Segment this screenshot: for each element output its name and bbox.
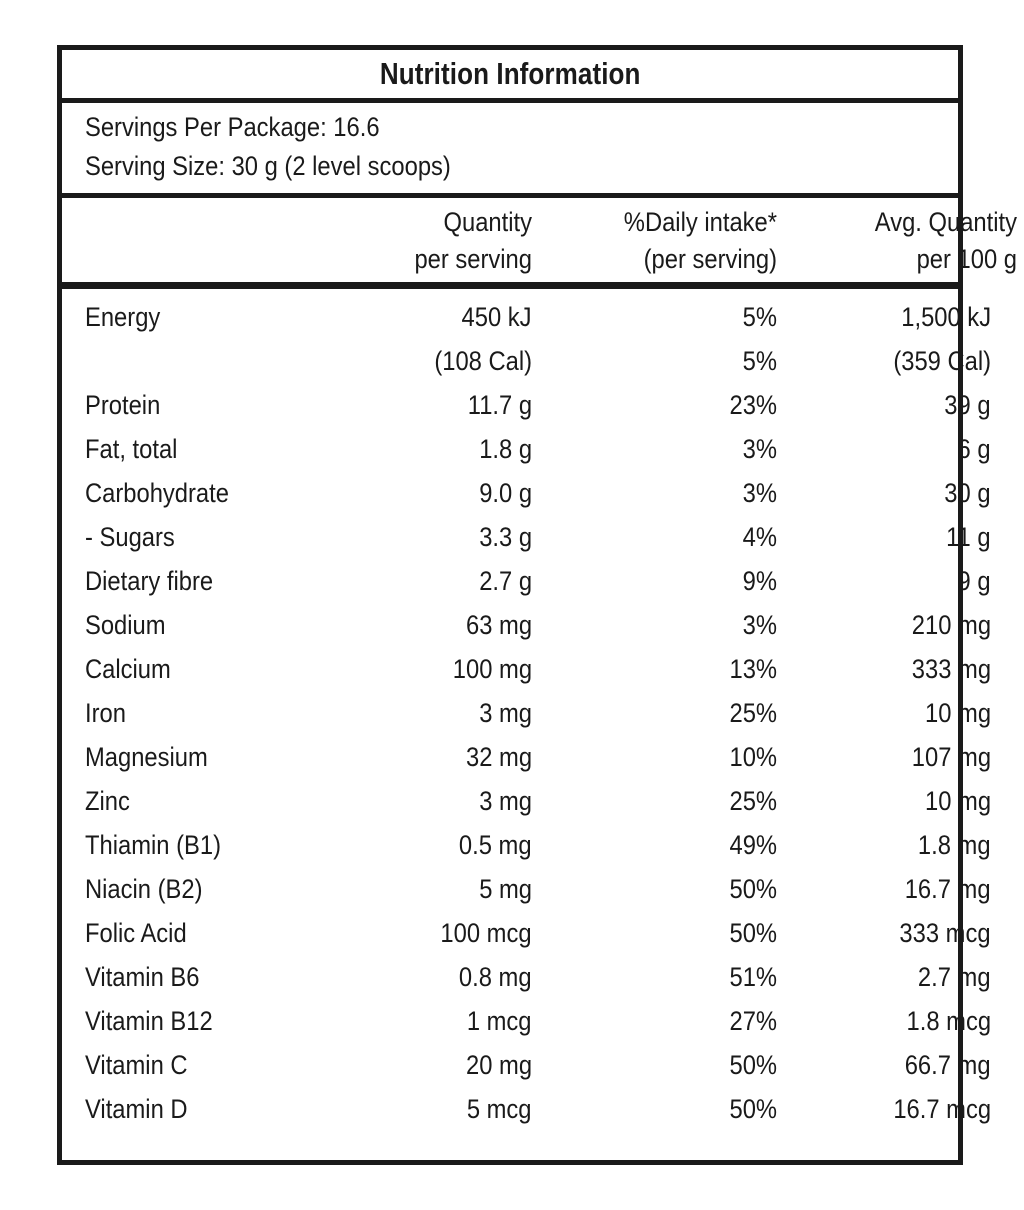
nutrient-per-100g-text: 66.7 mg (905, 1050, 991, 1080)
nutrient-per-serving-text: 0.5 mg (459, 830, 532, 860)
nutrient-name-text: Thiamin (B1) (85, 830, 222, 860)
nutrient-per-100g-text: 107 mg (911, 742, 991, 772)
nutrient-per-serving-text: 5 mg (479, 874, 532, 904)
table-row (85, 339, 991, 383)
nutrient-per-100g-text: 333 mg (911, 654, 991, 684)
nutrient-daily-intake-text: 51% (729, 962, 777, 992)
nutrient-name (85, 867, 320, 911)
nutrient-daily-intake-text: 23% (729, 390, 777, 420)
nutrient-daily-intake-text: 3% (742, 610, 777, 640)
nutrient-daily-intake-text: 50% (729, 918, 777, 948)
nutrient-name (85, 383, 320, 427)
nutrient-name (85, 911, 320, 955)
nutrient-daily-intake-text: 25% (729, 786, 777, 816)
nutrient-per-serving-text: 450 kJ (461, 302, 532, 332)
nutrient-per-100g-text: 1.8 mcg (906, 1006, 991, 1036)
nutrient-per-serving (320, 515, 532, 559)
nutrient-name-text: Protein (85, 390, 161, 420)
header-avg-quantity-line2: per 100 g (916, 244, 1017, 274)
nutrient-per-serving (320, 735, 532, 779)
nutrient-per-100g (777, 911, 991, 955)
nutrient-per-100g (777, 955, 991, 999)
nutrient-name (85, 691, 320, 735)
nutrient-daily-intake (532, 383, 777, 427)
servings-per-package: Servings Per Package: 16.6 (85, 112, 380, 142)
nutrient-per-100g (777, 779, 991, 823)
nutrient-name (85, 1087, 320, 1131)
nutrient-daily-intake-text: 5% (742, 346, 777, 376)
nutrient-per-serving (320, 647, 532, 691)
table-row (85, 691, 991, 735)
nutrient-per-100g (777, 823, 991, 867)
nutrient-daily-intake (532, 1043, 777, 1087)
serving-size: Serving Size: 30 g (2 level scoops) (85, 151, 451, 181)
nutrient-daily-intake (532, 779, 777, 823)
nutrient-per-100g-text: 210 mg (911, 610, 991, 640)
header-quantity-line1: Quantity (443, 207, 532, 237)
nutrient-name (85, 647, 320, 691)
nutrient-name (85, 559, 320, 603)
nutrient-daily-intake (532, 823, 777, 867)
nutrient-per-100g (777, 427, 991, 471)
table-row (85, 999, 991, 1043)
nutrient-daily-intake (532, 867, 777, 911)
table-row (85, 427, 991, 471)
nutrient-daily-intake (532, 559, 777, 603)
nutrient-per-100g (777, 647, 991, 691)
nutrient-per-100g (777, 559, 991, 603)
nutrient-per-serving-text: 0.8 mg (459, 962, 532, 992)
nutrient-name-text: Vitamin B6 (85, 962, 200, 992)
nutrient-per-serving (320, 559, 532, 603)
nutrient-per-serving-text: 63 mg (465, 610, 532, 640)
nutrient-per-serving (320, 603, 532, 647)
nutrient-name-text: Folic Acid (85, 918, 187, 948)
nutrient-name (85, 295, 320, 339)
nutrient-per-serving-text: 3 mg (479, 786, 532, 816)
table-row (85, 1043, 991, 1087)
nutrient-per-serving-text: 32 mg (465, 742, 532, 772)
nutrient-per-serving-text: 100 mcg (440, 918, 532, 948)
nutrient-daily-intake-text: 50% (729, 874, 777, 904)
nutrient-per-serving (320, 999, 532, 1043)
nutrient-per-serving (320, 1043, 532, 1087)
nutrient-daily-intake (532, 603, 777, 647)
table-row (85, 911, 991, 955)
nutrient-daily-intake-text: 10% (729, 742, 777, 772)
nutrient-name-text: Energy (85, 302, 161, 332)
nutrient-name-text: Niacin (B2) (85, 874, 203, 904)
nutrient-per-100g (777, 999, 991, 1043)
table-row (85, 779, 991, 823)
nutrient-name (85, 735, 320, 779)
table-row (85, 515, 991, 559)
nutrient-daily-intake (532, 999, 777, 1043)
nutrient-daily-intake (532, 955, 777, 999)
nutrient-daily-intake-text: 50% (729, 1094, 777, 1124)
nutrient-daily-intake-text: 4% (742, 522, 777, 552)
nutrient-per-serving-text: 11.7 g (467, 390, 532, 420)
nutrient-name (85, 955, 320, 999)
nutrient-per-100g-text: 39 g (944, 390, 991, 420)
nutrient-daily-intake (532, 515, 777, 559)
table-row (85, 955, 991, 999)
nutrient-per-serving (320, 779, 532, 823)
nutrient-per-100g-text: 9 g (957, 566, 991, 596)
table-row (85, 1087, 991, 1131)
nutrient-table-body (62, 289, 991, 1131)
nutrient-per-serving (320, 691, 532, 735)
header-daily-intake-line2: (per serving) (643, 244, 777, 274)
header-daily-intake (532, 204, 777, 278)
nutrient-name (85, 1043, 320, 1087)
nutrient-daily-intake (532, 427, 777, 471)
nutrient-per-100g-text: 10 mg (924, 698, 991, 728)
servings-info-band (62, 103, 958, 198)
nutrient-daily-intake-text: 50% (729, 1050, 777, 1080)
nutrient-daily-intake-text: 13% (729, 654, 777, 684)
nutrient-per-100g-text: 333 mcg (899, 918, 991, 948)
nutrient-per-serving (320, 823, 532, 867)
nutrient-name (85, 999, 320, 1043)
nutrient-per-100g (777, 515, 991, 559)
table-row (85, 735, 991, 779)
nutrient-daily-intake-text: 49% (729, 830, 777, 860)
table-row (85, 647, 991, 691)
nutrient-name-text: Iron (85, 698, 126, 728)
table-row (85, 867, 991, 911)
table-row (85, 295, 991, 339)
nutrient-name (85, 339, 320, 383)
nutrient-per-100g (777, 735, 991, 779)
nutrient-name-text: Calcium (85, 654, 171, 684)
page-title: Nutrition Information (379, 56, 641, 91)
header-quantity-per-serving (320, 204, 532, 278)
nutrient-daily-intake-text: 27% (729, 1006, 777, 1036)
nutrient-name-text: Vitamin B12 (85, 1006, 213, 1036)
nutrient-per-100g (777, 1087, 991, 1131)
nutrient-per-100g-text: 11 g (946, 522, 991, 552)
nutrient-name-text: Dietary fibre (85, 566, 214, 596)
table-row (85, 559, 991, 603)
nutrient-per-serving-text: 3 mg (479, 698, 532, 728)
table-header (62, 198, 1017, 289)
nutrient-daily-intake (532, 339, 777, 383)
nutrient-daily-intake (532, 647, 777, 691)
nutrient-daily-intake (532, 471, 777, 515)
nutrient-daily-intake (532, 295, 777, 339)
nutrient-per-100g (777, 1043, 991, 1087)
header-quantity-line2: per serving (414, 244, 532, 274)
nutrient-per-100g (777, 691, 991, 735)
nutrient-per-serving (320, 867, 532, 911)
nutrient-name (85, 823, 320, 867)
nutrient-daily-intake-text: 5% (742, 302, 777, 332)
panel-title-band (62, 50, 958, 103)
nutrition-information-panel (57, 45, 1017, 1165)
nutrient-per-serving (320, 295, 532, 339)
header-avg-quantity-line1: Avg. Quantity (874, 207, 1017, 237)
nutrient-daily-intake (532, 735, 777, 779)
nutrient-per-serving-text: 100 mg (452, 654, 532, 684)
table-row (85, 603, 991, 647)
nutrient-daily-intake (532, 691, 777, 735)
nutrient-per-100g (777, 603, 991, 647)
header-daily-intake-line1: %Daily intake* (623, 207, 777, 237)
nutrient-per-serving-text: 9.0 g (479, 478, 532, 508)
nutrient-name (85, 603, 320, 647)
nutrient-per-serving-text: 2.7 g (479, 566, 532, 596)
nutrient-daily-intake (532, 911, 777, 955)
nutrient-daily-intake-text: 9% (742, 566, 777, 596)
table-row (85, 823, 991, 867)
nutrient-per-100g (777, 339, 991, 383)
nutrient-per-serving (320, 383, 532, 427)
nutrient-per-100g-text: 10 mg (924, 786, 991, 816)
nutrient-per-serving-text: 1.8 g (479, 434, 532, 464)
nutrient-per-100g-text: 1.8 mg (918, 830, 991, 860)
nutrient-per-serving (320, 1087, 532, 1131)
table-row (85, 471, 991, 515)
nutrient-per-100g-text: 1,500 kJ (901, 302, 991, 332)
nutrient-name-text: Carbohydrate (85, 478, 229, 508)
nutrient-per-serving-text: 5 mcg (467, 1094, 532, 1124)
nutrient-per-serving (320, 427, 532, 471)
nutrient-name-text: Vitamin D (85, 1094, 188, 1124)
nutrient-name-text: - Sugars (85, 522, 175, 552)
nutrient-name (85, 471, 320, 515)
nutrient-daily-intake-text: 3% (742, 478, 777, 508)
nutrient-name-text: Fat, total (85, 434, 178, 464)
nutrient-per-serving (320, 339, 532, 383)
nutrient-per-serving-text: 1 mcg (467, 1006, 532, 1036)
nutrient-per-serving-text: 20 mg (465, 1050, 532, 1080)
nutrient-per-100g-text: (359 Cal) (893, 346, 991, 376)
nutrient-name-text: Magnesium (85, 742, 208, 772)
header-avg-quantity-per-100g (777, 204, 1017, 278)
nutrient-name (85, 427, 320, 471)
nutrient-per-100g (777, 867, 991, 911)
nutrient-per-100g-text: 16.7 mg (905, 874, 991, 904)
nutrient-name (85, 515, 320, 559)
nutrient-per-serving (320, 955, 532, 999)
nutrient-daily-intake-text: 3% (742, 434, 777, 464)
nutrient-per-100g-text: 2.7 mg (918, 962, 991, 992)
nutrient-per-serving (320, 471, 532, 515)
nutrient-daily-intake (532, 1087, 777, 1131)
nutrient-daily-intake-text: 25% (729, 698, 777, 728)
table-row (85, 383, 991, 427)
nutrient-per-100g-text: 30 g (944, 478, 991, 508)
nutrient-name-text: Vitamin C (85, 1050, 188, 1080)
nutrient-per-serving-text: 3.3 g (479, 522, 532, 552)
nutrient-name-text: Sodium (85, 610, 166, 640)
nutrient-per-serving-text: (108 Cal) (434, 346, 532, 376)
nutrient-name (85, 779, 320, 823)
nutrient-per-100g (777, 471, 991, 515)
nutrient-per-100g-text: 16.7 mcg (893, 1094, 991, 1124)
nutrient-name-text: Zinc (85, 786, 130, 816)
nutrient-per-100g (777, 295, 991, 339)
nutrient-per-serving (320, 911, 532, 955)
nutrient-per-100g (777, 383, 991, 427)
nutrient-per-100g-text: 6 g (957, 434, 991, 464)
